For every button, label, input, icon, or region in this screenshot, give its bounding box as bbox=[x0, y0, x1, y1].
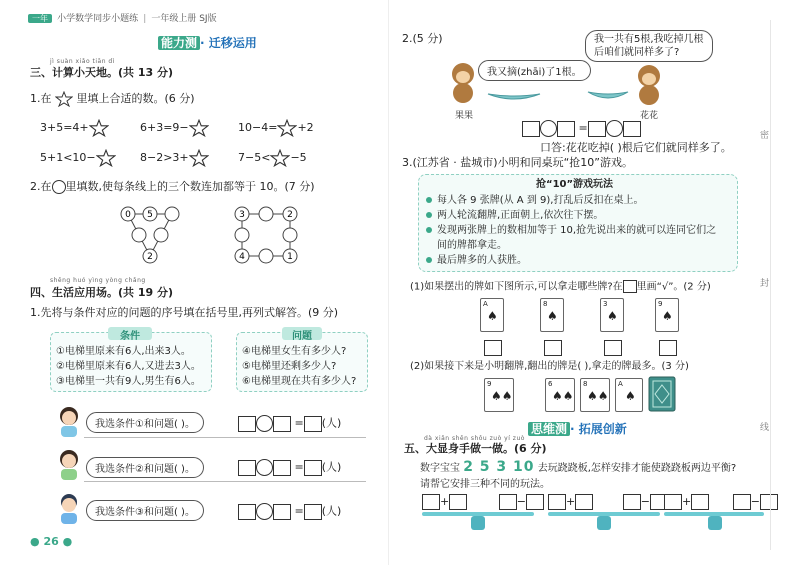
star-box-icon bbox=[55, 91, 73, 107]
check-box[interactable] bbox=[544, 340, 562, 356]
star-box-icon[interactable] bbox=[277, 119, 297, 137]
pick-bubble-2: 我选条件②和问题( )。 bbox=[86, 457, 204, 478]
questions-tag: 问题 bbox=[282, 327, 322, 340]
answer-box[interactable] bbox=[273, 416, 291, 432]
monkey-right-icon bbox=[632, 62, 666, 106]
equation-2: = (人) bbox=[238, 459, 341, 476]
answer-box[interactable] bbox=[760, 494, 778, 510]
section-title-ability: 能力测 · 迁移运用 bbox=[158, 34, 257, 51]
answer-box[interactable] bbox=[273, 460, 291, 476]
operator-circle[interactable] bbox=[256, 415, 273, 432]
puzzle-num: 0 bbox=[125, 210, 131, 220]
bubble-right: 我一共有5根,我吃掉几根 后咱们就同样多了? bbox=[585, 30, 713, 62]
question-item: ④电梯里女生有多少人? bbox=[242, 346, 347, 357]
rule-list bbox=[426, 193, 716, 268]
triangle-puzzle bbox=[110, 200, 200, 270]
operator-circle[interactable] bbox=[256, 459, 273, 476]
answer-box[interactable] bbox=[548, 494, 566, 510]
answer-box[interactable] bbox=[522, 121, 540, 137]
q5-line1: 数字宝宝 2 5 3 10 去玩跷跷板,怎样安排才能使跷跷板两边平衡? bbox=[420, 459, 737, 475]
boy-avatar-icon bbox=[56, 492, 82, 524]
rule-item: 两人轮流翻牌,正面朝上,依次往下摆。 bbox=[437, 210, 604, 221]
answer-box[interactable] bbox=[588, 121, 606, 137]
answer-box[interactable] bbox=[575, 494, 593, 510]
q5-line2: 请帮它安排三种不同的玩法。 bbox=[420, 479, 550, 490]
q3-part1: (1)如果摆出的牌如下图所示,可以拿走哪些牌?在 里画“√”。(2 分) bbox=[410, 281, 711, 293]
puzzle-num: 3 bbox=[239, 210, 245, 220]
rule-title: 抢“10”游戏玩法 bbox=[536, 179, 614, 190]
name-right: 花花 bbox=[640, 111, 659, 121]
girl2-avatar-icon bbox=[56, 448, 82, 480]
operator-circle[interactable] bbox=[606, 120, 623, 137]
rule-item: 每人各 9 张牌(从 A 到 9),打乱后反扣在桌上。 bbox=[437, 195, 644, 206]
q5-title: 五、大显身手做一做。(6 分) bbox=[404, 442, 547, 455]
answer-box[interactable] bbox=[733, 494, 751, 510]
number-babies: 2 5 3 10 bbox=[463, 459, 535, 475]
card: 8 ♠♠ bbox=[580, 378, 610, 412]
equation-1: = (人) bbox=[238, 415, 341, 432]
star-box-icon[interactable] bbox=[96, 149, 116, 167]
q3-part2: (2)如果接下来是小明翻牌,翻出的牌是( ),拿走的牌最多。(3 分) bbox=[410, 361, 689, 372]
header-book: 小学数学同步小题练 bbox=[57, 14, 139, 24]
star-box-icon[interactable] bbox=[270, 149, 290, 167]
q3-1-prompt: 1.在 里填上合适的数。(6 分) bbox=[30, 92, 195, 105]
answer-box[interactable] bbox=[664, 494, 682, 510]
question-item: ⑥电梯里现在共有多少人? bbox=[242, 376, 357, 387]
answer-box[interactable] bbox=[304, 460, 322, 476]
star-box-icon[interactable] bbox=[89, 119, 109, 137]
q2-equation: = bbox=[522, 120, 641, 137]
q4-title: 四、生活应用场。(共 19 分) bbox=[30, 286, 174, 299]
q5-pinyin: dà xiǎn shēn shǒu zuò yí zuò bbox=[424, 435, 525, 442]
card: A ♠ bbox=[480, 298, 504, 332]
q3-title: 三、计算小天地。(共 13 分) bbox=[30, 66, 174, 79]
binding-mark-3: 线 bbox=[760, 423, 770, 433]
answer-box[interactable] bbox=[557, 121, 575, 137]
puzzle-num: 2 bbox=[287, 210, 293, 220]
answer-box[interactable] bbox=[304, 504, 322, 520]
binding-mark-1: 密 bbox=[760, 131, 770, 141]
answer-box[interactable] bbox=[304, 416, 322, 432]
q4-pinyin: shēng huó yìng yòng chǎng bbox=[50, 277, 146, 284]
card-back-icon bbox=[648, 376, 676, 412]
bubble-left: 我又摘(zhāi)了1根。 bbox=[478, 60, 591, 81]
card: A ♠ bbox=[615, 378, 643, 412]
girl-avatar-icon bbox=[56, 405, 82, 437]
page-number: ● 26 ● bbox=[30, 535, 73, 548]
pick-bubble-1: 我选条件①和问题( )。 bbox=[86, 412, 204, 433]
question-item: ⑤电梯里还剩多少人? bbox=[242, 361, 337, 372]
check-box[interactable] bbox=[484, 340, 502, 356]
puzzle-num: 5 bbox=[147, 210, 153, 220]
rule-item: 间的牌都拿走。 bbox=[437, 240, 507, 251]
check-box[interactable] bbox=[659, 340, 677, 356]
star-box-icon[interactable] bbox=[189, 119, 209, 137]
card: 9 ♠ bbox=[655, 298, 679, 332]
card: 3 ♠ bbox=[600, 298, 624, 332]
q2-label: 2.(5 分) bbox=[402, 32, 443, 45]
answer-box[interactable] bbox=[623, 494, 641, 510]
answer-box[interactable] bbox=[273, 504, 291, 520]
operator-circle[interactable] bbox=[540, 120, 557, 137]
rule-item: 最后牌多的人获胜。 bbox=[437, 255, 527, 266]
page-header: 一年 小学数学同步小题练 | 一年级上册 SJ版 bbox=[28, 6, 217, 25]
operator-circle[interactable] bbox=[256, 503, 273, 520]
answer-box[interactable] bbox=[623, 121, 641, 137]
answer-box[interactable] bbox=[499, 494, 517, 510]
square-puzzle bbox=[228, 200, 308, 270]
answer-box[interactable] bbox=[422, 494, 440, 510]
card: 8 ♠ bbox=[540, 298, 564, 332]
answer-box[interactable] bbox=[449, 494, 467, 510]
q4-1-prompt: 1.先将与条件对应的问题的序号填在括号里,再列式解答。(9 分) bbox=[30, 306, 339, 319]
star-box-icon[interactable] bbox=[189, 149, 209, 167]
q3-2-prompt: 2.在 里填数,使每条线上的三个数连加都等于 10。(7 分) bbox=[30, 180, 315, 193]
answer-box[interactable] bbox=[238, 416, 256, 432]
answer-box[interactable] bbox=[238, 460, 256, 476]
condition-item: ①电梯里原来有6人,出来3人。 bbox=[56, 346, 191, 357]
rule-item: 发现两张牌上的数相加等于 10,抢先说出来的就可以连同它们之 bbox=[437, 225, 717, 236]
monkey-left-icon bbox=[446, 60, 480, 104]
puzzle-num: 2 bbox=[147, 252, 153, 262]
equation-3: = (人) bbox=[238, 503, 341, 520]
bananas-right-icon bbox=[586, 86, 630, 104]
check-box[interactable] bbox=[604, 340, 622, 356]
conditions-tag: 条件 bbox=[108, 327, 152, 340]
card: 9 ♠♠ bbox=[484, 378, 514, 412]
pick-bubble-3: 我选条件③和问题( )。 bbox=[86, 500, 204, 521]
q2-answer: 口答:花花吃掉( )根后它们就同样多了。 bbox=[540, 141, 732, 154]
q3-right-label: 3.(江苏省 · 盐城市)小明和同桌玩“抢10”游戏。 bbox=[402, 156, 633, 169]
q3-pinyin: jì suàn xiǎo tiān dì bbox=[50, 58, 115, 65]
answer-box[interactable] bbox=[691, 494, 709, 510]
header-grade: 一年级上册 SJ版 bbox=[151, 14, 217, 24]
puzzle-num: 4 bbox=[239, 252, 245, 262]
card: 6 ♠♠ bbox=[545, 378, 575, 412]
bananas-left-icon bbox=[486, 86, 542, 104]
name-left: 果果 bbox=[455, 111, 474, 121]
header-tag: 一年 bbox=[28, 14, 52, 23]
condition-item: ③电梯里一共有9人,男生有6人。 bbox=[56, 376, 201, 387]
answer-box[interactable] bbox=[238, 504, 256, 520]
condition-item: ②电梯里原来有6人,又进去3人。 bbox=[56, 361, 201, 372]
section-title-thinking: 思维测 · 拓展创新 bbox=[528, 420, 627, 437]
puzzle-num: 1 bbox=[287, 252, 293, 262]
binding-mark-2: 封 bbox=[760, 279, 770, 289]
answer-box[interactable] bbox=[526, 494, 544, 510]
